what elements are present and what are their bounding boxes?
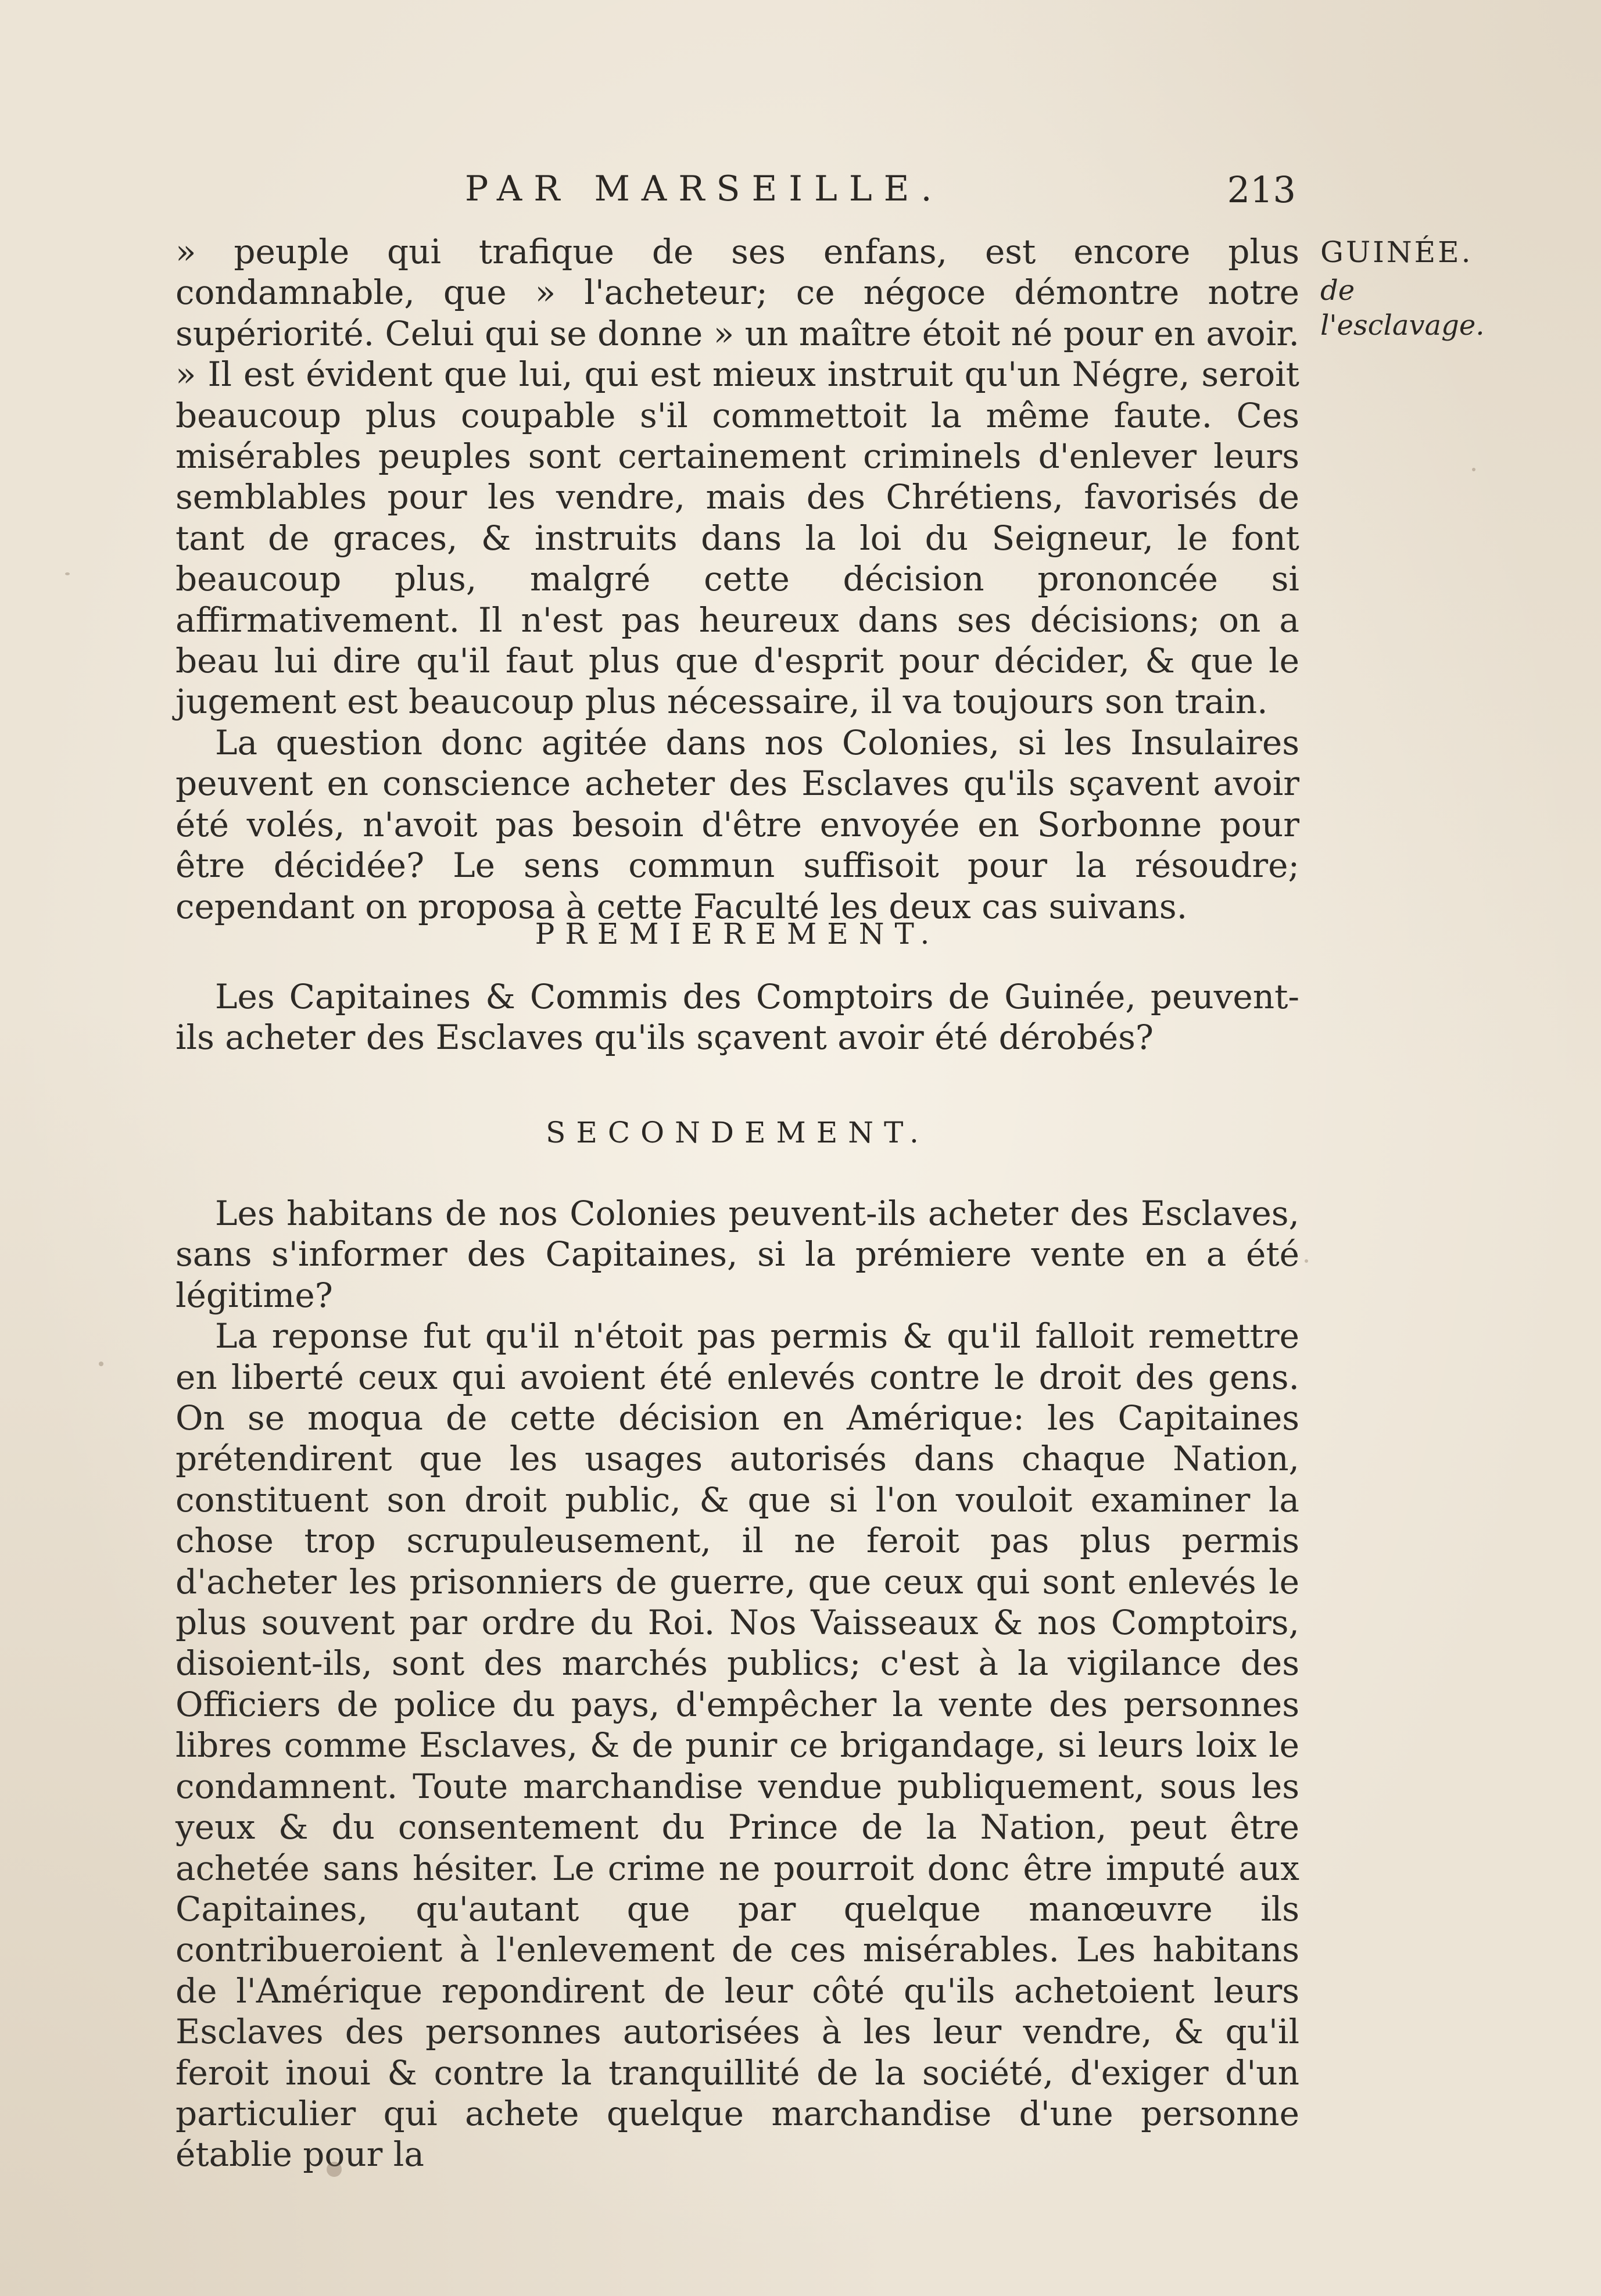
margin-note-title: GUINÉE. (1320, 235, 1473, 269)
paragraph: » peuple qui trafique de ses enfans, est encore plus condamnable, que » l'acheteur; ce négoce démontre notre supériorité. Celui qui se donne » un maître étoit né pour en avoir. » Il est évident que lui, qui est mieux instruit qu'un Négre, seroit beaucoup plus coupable s'il commettoit la même faute. Ces misérables peuples sont certainement criminels d'enlever leurs semblables pour les vendre, mais des Chrétiens, favorisés de tant de graces, & instruits dans la loi du Seigneur, le font beaucoup plus, malgré cette décision prononcée si affirmativement. Il n'est pas heureux dans ses décisions; on a beau lui dire qu'il faut plus que d'esprit pour décider, & que le jugement est beaucoup plus nécessaire, il va toujours son train. (175, 232, 1299, 722)
running-head: PAR MARSEILLE. (465, 169, 944, 209)
section-heading-second: SECONDEMENT. (546, 1116, 929, 1149)
paragraph: Les Capitaines & Commis des Comptoirs de Guinée, peuvent-ils acheter des Esclaves qu'ils sçavent avoir été dérobés? (175, 977, 1299, 1058)
text-block-opening (175, 231, 1299, 927)
text-block-first-question (175, 976, 1299, 1058)
margin-note-subtitle: de l'esclavage. (1320, 274, 1485, 342)
ink-speck (99, 1362, 103, 1366)
ink-speck (1305, 1259, 1308, 1263)
page-header (174, 169, 1296, 221)
ink-smudge (327, 2162, 342, 2177)
page-number: 213 (1227, 169, 1296, 211)
ink-speck (65, 572, 70, 575)
paragraph: La question donc agitée dans nos Colonies, si les Insulaires peuvent en conscience acheter des Esclaves qu'ils sçavent avoir été volés, n'avoit pas besoin d'être envoyée en Sorbonne pour être décidée? Le sens commun suffisoit pour la résoudre; cependant on proposa à cette Faculté les deux cas suivans. (175, 722, 1299, 926)
ink-speck (1472, 468, 1475, 471)
margin-note (1320, 231, 1495, 343)
text-block-second-question (175, 1193, 1299, 2175)
paragraph: Les habitans de nos Colonies peuvent-ils acheter des Esclaves, sans s'informer des Capitaines, si la prémiere vente en a été légitime? (175, 1194, 1299, 1315)
paragraph: La reponse fut qu'il n'étoit pas permis & qu'il falloit remettre en liberté ceux qui avoient été enlevés contre le droit des gens. On se moqua de cette décision en Amérique: les Capitaines prétendirent que les usages autorisés dans chaque Nation, constituent son droit public, & que si l'on vouloit examiner la chose trop scrupuleusement, il ne feroit pas plus permis d'acheter les prisonniers de guerre, que ceux qui sont enlevés le plus souvent par ordre du Roi. Nos Vaisseaux & nos Comptoirs, disoient-ils, sont des marchés publics; c'est à la vigilance des Officiers de police du pays, d'empêcher la vente des personnes libres comme Esclaves, & de punir ce brigandage, si leurs loix le condamnent. Toute marchandise vendue publiquement, sous les yeux & du consentement du Prince de la Nation, peut être achetée sans hésiter. Le crime ne pourroit donc être imputé aux Capitaines, qu'autant que par quelque manœuvre ils contribueroient à l'enlevement de ces misérables. Les habitans de l'Amérique repondirent de leur côté qu'ils achetoient leurs Esclaves des personnes autorisées à les leur vendre, & qu'il feroit inoui & contre la tranquillité de la société, d'exiger d'un particulier qui achete quelque marchandise d'une personne établie pour la (175, 1316, 1299, 2175)
section-heading-first: PREMIEREMENT. (535, 917, 940, 951)
